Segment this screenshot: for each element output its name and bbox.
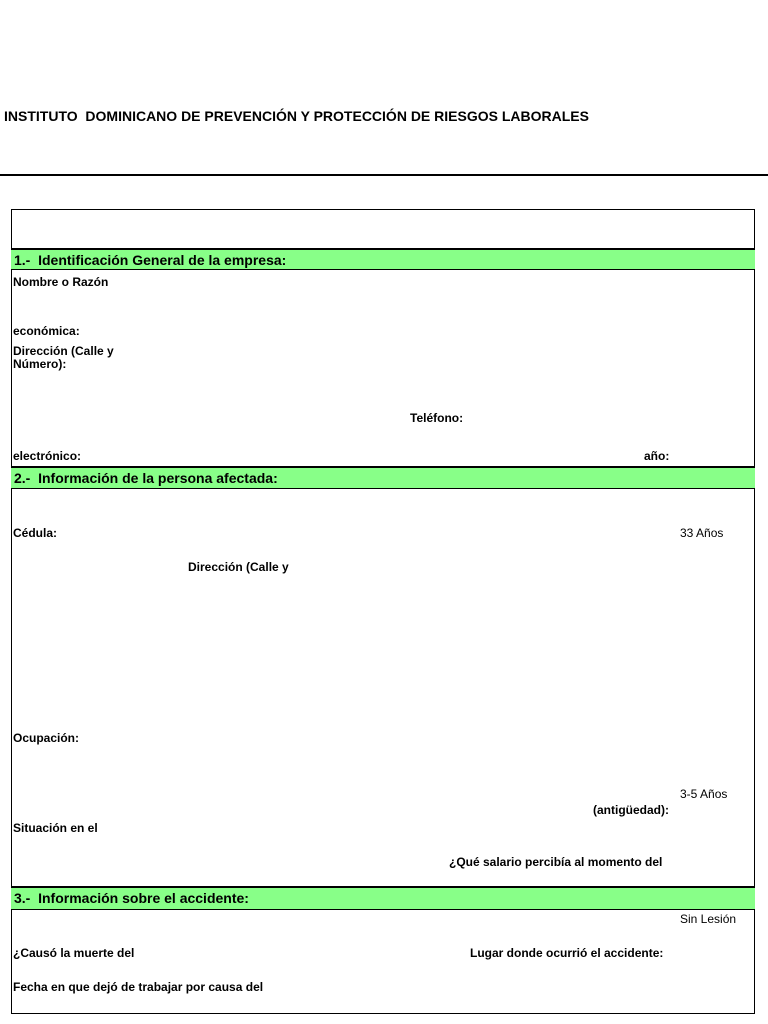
label-salario: ¿Qué salario percibía al momento del	[449, 855, 663, 869]
label-razon: Nombre o Razón	[13, 275, 109, 289]
value-antiguedad: 3-5 Años	[680, 787, 728, 801]
value-edad: 33 Años	[680, 526, 724, 540]
label-fecha: Fecha en que dejó de trabajar por causa del	[13, 980, 264, 994]
label-ocupacion: Ocupación:	[13, 731, 80, 745]
header-divider	[0, 174, 768, 176]
institute-title: INSTITUTO DOMINICANO DE PREVENCIÓN Y PROTECCIÓN DE RIESGOS LABORALES	[4, 108, 589, 124]
section-header-company	[11, 248, 755, 270]
section-header-person	[11, 466, 755, 489]
label-electronico: electrónico:	[13, 449, 82, 463]
label-economica: económica:	[13, 324, 80, 338]
label-anio: año:	[644, 449, 670, 463]
section-title-accident: 3.- Información sobre el accidente:	[14, 890, 249, 906]
label-muerte: ¿Causó la muerte del	[13, 946, 135, 960]
label-antiguedad: (antigüedad):	[593, 803, 669, 817]
section-header-accident	[11, 886, 755, 910]
label-direccion-persona: Dirección (Calle y	[188, 560, 289, 574]
value-lesion: Sin Lesión	[680, 912, 737, 926]
label-cedula: Cédula:	[13, 526, 58, 540]
label-direccion-empresa: Dirección (Calle y Número):	[13, 344, 114, 371]
section-title-company: 1.- Identificación General de la empresa:	[14, 252, 287, 268]
section-title-person: 2.- Información de la persona afectada:	[14, 470, 278, 486]
label-situacion: Situación en el	[13, 821, 98, 835]
label-lugar: Lugar donde ocurrió el accidente:	[470, 946, 664, 960]
label-telefono: Teléfono:	[410, 411, 464, 425]
